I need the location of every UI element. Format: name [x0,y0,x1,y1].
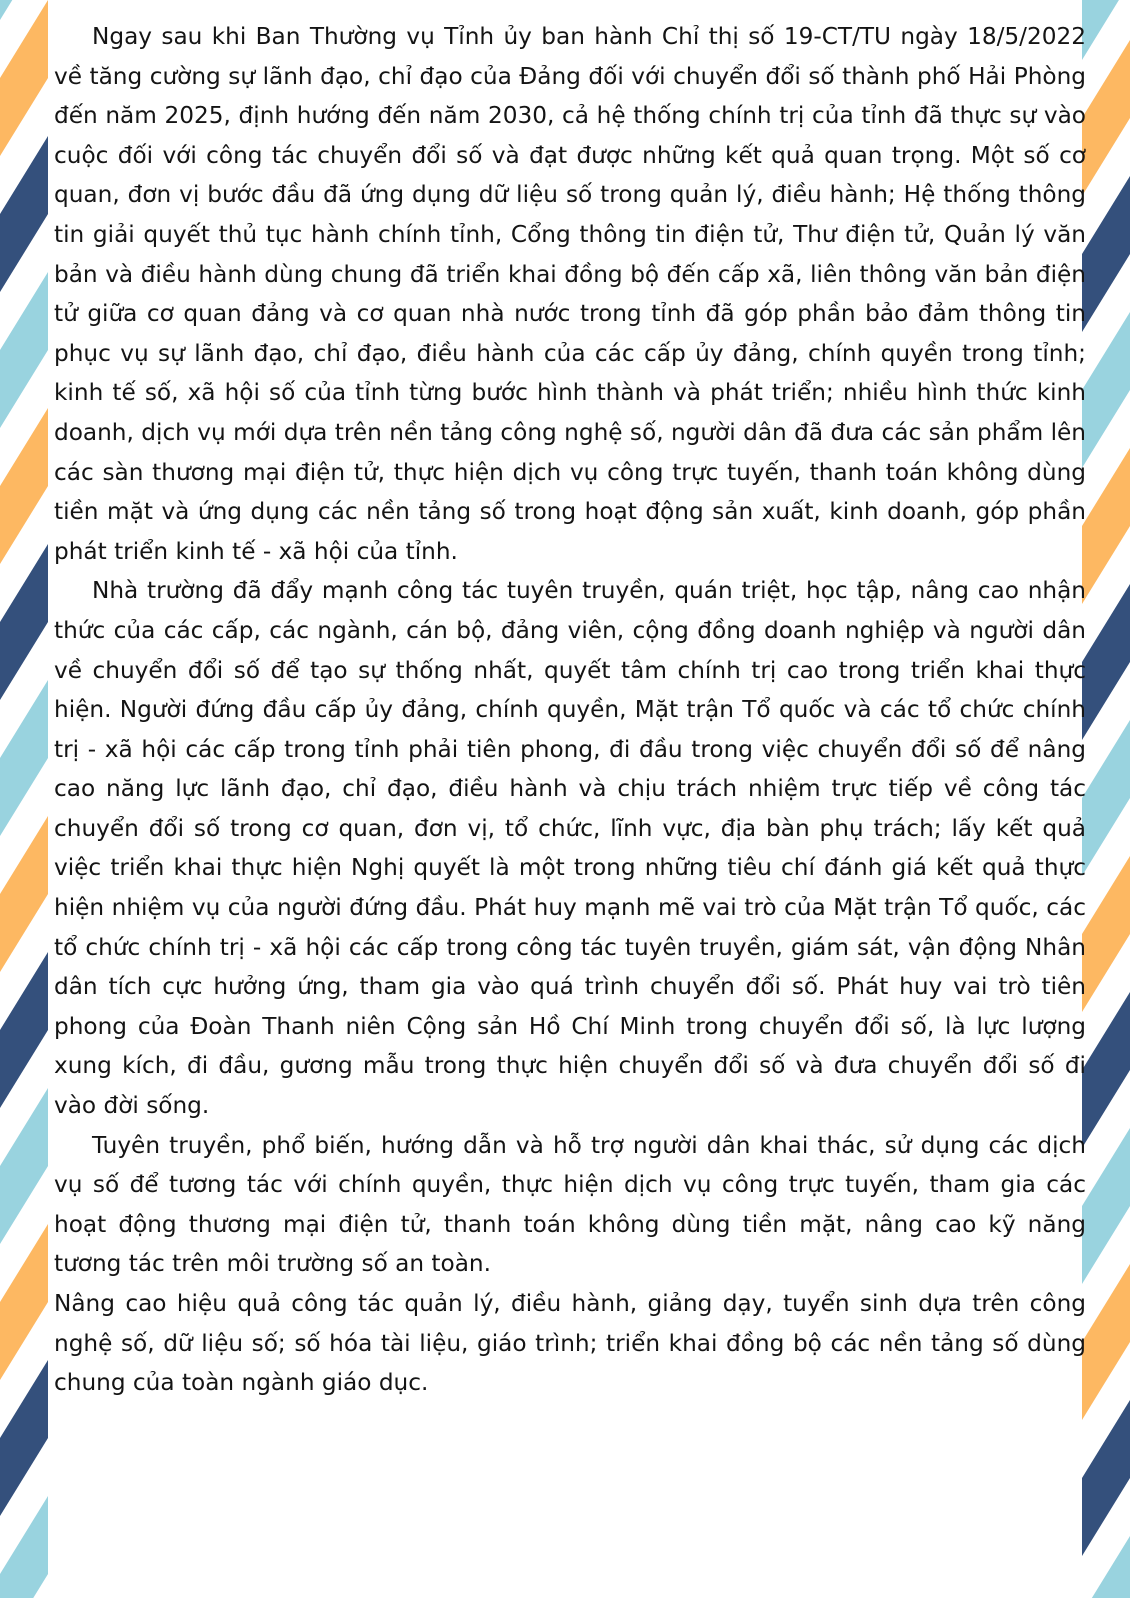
document-body [54,17,1086,1403]
decorative-stripe [0,1224,48,1380]
decorative-stripe [1082,584,1130,740]
decorative-stripe [1082,720,1130,876]
decorative-stripe [1082,0,1130,60]
decorative-stripe [0,1088,48,1244]
decorative-stripe [1082,1400,1130,1556]
decorative-stripe [1082,40,1130,196]
paragraph-4: Nâng cao hiệu quả công tác quản lý, điều hành, giảng dạy, tuyển sinh dựa trên công nghệ số, dữ liệu số; số hóa tài liệu, giáo trình; triển khai đồng bộ các nền tảng số dùng chung của toàn ngành giáo dục. [54,1290,1086,1397]
right-stripe-border [1082,0,1130,1598]
left-stripe-border [0,0,48,1598]
paragraph-3: Tuyên truyền, phổ biến, hướng dẫn và hỗ trợ người dân khai thác, sử dụng các dịch vụ số để tương tác với chính quyền, thực hiện dịch vụ công trực tuyến, tham gia các hoạt động thương mại điện tử, thanh toán không dùng tiền mặt, nâng cao kỹ năng tương tác trên môi trường số an toàn. [54,1131,1086,1278]
decorative-stripe [1082,1128,1130,1284]
decorative-stripe [0,1496,48,1598]
decorative-stripe [1082,176,1130,332]
decorative-stripe [1082,992,1130,1148]
decorative-stripe [0,952,48,1108]
decorative-stripe [0,816,48,972]
decorative-stripe [0,544,48,700]
decorative-stripe [1082,1536,1130,1598]
paragraph-1: Ngay sau khi Ban Thường vụ Tỉnh ủy ban hành Chỉ thị số 19-CT/TU ngày 18/5/2022 về tăng cường sự lãnh đạo, chỉ đạo của Đảng đối với chuyển đổi số thành phố Hải Phòng đến năm 2025, định hướng đến năm 2030, cả hệ thống chính trị của tỉnh đã thực sự vào cuộc đối với công tác chuyển đổi số và đạt được những kết quả quan trọng. Một số cơ quan, đơn vị bước đầu đã ứng dụng dữ liệu số trong quản lý, điều hành; Hệ thống thông tin giải quyết thủ tục hành chính tỉnh, Cổng thông tin điện tử, Thư điện tử, Quản lý văn bản và điều hành dùng chung đã triển khai đồng bộ đến cấp xã, liên thông văn bản điện tử giữa cơ quan đảng và cơ quan nhà nước trong tỉnh đã góp phần bảo đảm thông tin phục vụ sự lãnh đạo, chỉ đạo, điều hành của các cấp ủy đảng, chính quyền trong tỉnh; kinh tế số, xã hội số của tỉnh từng bước hình thành và phát triển; nhiều hình thức kinh doanh, dịch vụ mới dựa trên nền tảng công nghệ số, người dân đã đưa các sản phẩm lên các sàn thương mại điện tử, thực hiện dịch vụ công trực tuyến, thanh toán không dùng tiền mặt và ứng dụng các nền tảng số trong hoạt động sản xuất, kinh doanh, góp phần phát triển kinh tế - xã hội của tỉnh. [54,23,1086,565]
paragraph-2: Nhà trường đã đẩy mạnh công tác tuyên truyền, quán triệt, học tập, nâng cao nhận thức của các cấp, các ngành, cán bộ, đảng viên, cộng đồng doanh nghiệp và người dân về chuyển đổi số để tạo sự thống nhất, quyết tâm chính trị cao trong triển khai thực hiện. Người đứng đầu cấp ủy đảng, chính quyền, Mặt trận Tổ quốc và các tổ chức chính trị - xã hội các cấp trong tỉnh phải tiên phong, đi đầu trong việc chuyển đổi số để nâng cao năng lực lãnh đạo, chỉ đạo, điều hành và chịu trách nhiệm trực tiếp về công tác chuyển đổi số trong cơ quan, đơn vị, tổ chức, lĩnh vực, địa bàn phụ trách; lấy kết quả việc triển khai thực hiện Nghị quyết là một trong những tiêu chí đánh giá kết quả thực hiện nhiệm vụ của người đứng đầu. Phát huy mạnh mẽ vai trò của Mặt trận Tổ quốc, các tổ chức chính trị - xã hội các cấp trong công tác tuyên truyền, giám sát, vận động Nhân dân tích cực hưởng ứng, tham gia vào quá trình chuyển đổi số. Phát huy vai trò tiên phong của Đoàn Thanh niên Cộng sản Hồ Chí Minh trong chuyển đổi số, là lực lượng xung kích, đi đầu, gương mẫu trong thực hiện chuyển đổi số và đưa chuyển đổi số đi vào đời sống. [54,577,1086,1120]
decorative-stripe [1082,448,1130,604]
decorative-stripe [1082,1264,1130,1420]
decorative-stripe [0,1360,48,1516]
decorative-stripe [0,272,48,428]
decorative-stripe [1082,312,1130,468]
decorative-stripe [0,408,48,564]
decorative-stripe [0,0,48,156]
decorative-stripe [0,680,48,836]
decorative-stripe [0,136,48,292]
decorative-stripe [1082,856,1130,1012]
